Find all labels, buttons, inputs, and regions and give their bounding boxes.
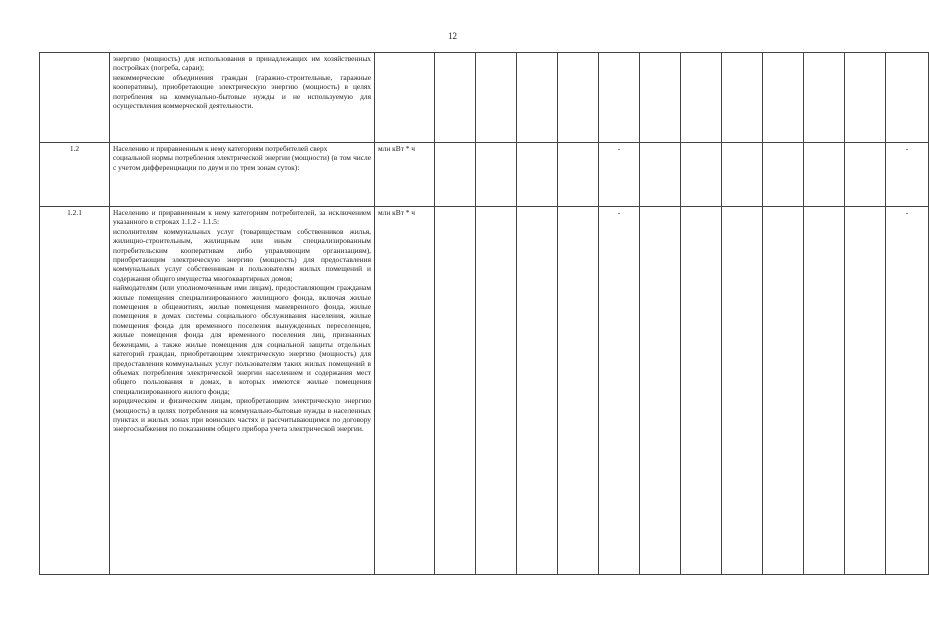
description-line: энергию (мощность) для использования в принадлежащих им хозяйственных постройках (погреба, сараи); xyxy=(113,54,371,73)
value-cell xyxy=(476,53,517,143)
value-cell: - xyxy=(599,207,640,575)
value-cell xyxy=(476,143,517,207)
description-line: социальной нормы потребления электрической энергии (мощности) (в том числе с учетом дифференциации по двум и по трем зонам суток): xyxy=(113,153,371,172)
value-cell: - xyxy=(599,143,640,207)
value-cell xyxy=(886,53,929,143)
value-cell xyxy=(476,207,517,575)
value-cell xyxy=(681,143,722,207)
unit-cell xyxy=(375,53,435,143)
value-cell xyxy=(845,53,886,143)
value-cell xyxy=(435,207,476,575)
value-cell xyxy=(517,53,558,143)
value-cell xyxy=(804,53,845,143)
row-description xyxy=(110,207,375,575)
description-line: Населению и приравненным к нему категориям потребителей сверх xyxy=(113,144,328,153)
table-row xyxy=(40,53,929,143)
value-cell xyxy=(845,143,886,207)
value-cell xyxy=(722,207,763,575)
row-description xyxy=(110,143,375,207)
value-cell: - xyxy=(886,143,929,207)
value-cell xyxy=(558,143,599,207)
value-cell xyxy=(763,207,804,575)
page-number: 12 xyxy=(448,31,457,41)
value-cell xyxy=(640,53,681,143)
value-cell xyxy=(435,143,476,207)
table-row xyxy=(40,143,929,207)
value-cell xyxy=(681,207,722,575)
value-cell xyxy=(845,207,886,575)
value-cell xyxy=(558,207,599,575)
value-cell xyxy=(804,207,845,575)
row-description xyxy=(110,53,375,143)
value-cell xyxy=(640,207,681,575)
row-number: 1.2 xyxy=(40,143,110,207)
value-cell xyxy=(763,143,804,207)
value-cell xyxy=(435,53,476,143)
value-cell xyxy=(722,53,763,143)
value-cell xyxy=(640,143,681,207)
value-cell xyxy=(681,53,722,143)
row-number xyxy=(40,53,110,143)
description-line: юридическим и физическим лицам, приобретающим электрическую энергию (мощность) в целях потребления на коммунально-бытовые нужды в населенных пунктах и жилых зонах при воинских частях и рассчитывающимся по договору энергоснабжения по показаниям общего прибора учета электрической энергии. xyxy=(113,396,371,434)
value-cell xyxy=(804,143,845,207)
row-number: 1.2.1 xyxy=(40,207,110,575)
description-line: Населению и приравненным к нему категориям потребителей, за исключением указанного в строках 1.1.2 - 1.1.5: xyxy=(113,208,371,227)
value-cell xyxy=(517,143,558,207)
value-cell xyxy=(599,53,640,143)
value-cell xyxy=(763,53,804,143)
value-cell: - xyxy=(886,207,929,575)
unit-cell: млн кВт * ч xyxy=(375,207,435,575)
table-row xyxy=(40,207,929,575)
value-cell xyxy=(722,143,763,207)
unit-cell: млн кВт * ч xyxy=(375,143,435,207)
tariff-table xyxy=(39,52,929,575)
description-line: исполнителям коммунальных услуг (товариществам собственников жилья, жилищно-строительным, жилищным или иным специализированным потребительским кооперативам либо управляющим организациям), приобретающим электрическую энергию (мощность) для предоставления коммунальных услуг собственникам и пользователям жилых помещений и содержания общего имущества многоквартирных домов; xyxy=(113,226,371,283)
description-line: наймодателям (или уполномоченным ими лицам), предоставляющим гражданам жилые помещения специализированного жилищного фонда, включая жилые помещения в общежитиях, жилые помещения маневренного фонда, жилые помещения в домах системы социального обслуживания населения, жилые помещения фонда для временного поселения вынужденных переселенцев, жилые помещения фонда для временного поселения лиц, признанных беженцами, а также жилые помещения для социальной защиты отдельных категорий граждан, приобретающим электрическую энергию (мощность) для предоставления коммунальных услуг пользователям таких жилых помещений в объемах потребления электрической энергии населением и содержания мест общего пользования в домах, в которых имеются жилые помещения специализированного жилого фонда; xyxy=(113,283,371,396)
description-line: некоммерческие объединения граждан (гаражно-строительные, гаражные кооперативы), приобретающие электрическую энергию (мощность) в целях потребления на коммунально-бытовые нужды и не используемую для осуществления коммерческой деятельности. xyxy=(113,72,371,111)
value-cell xyxy=(517,207,558,575)
value-cell xyxy=(558,53,599,143)
